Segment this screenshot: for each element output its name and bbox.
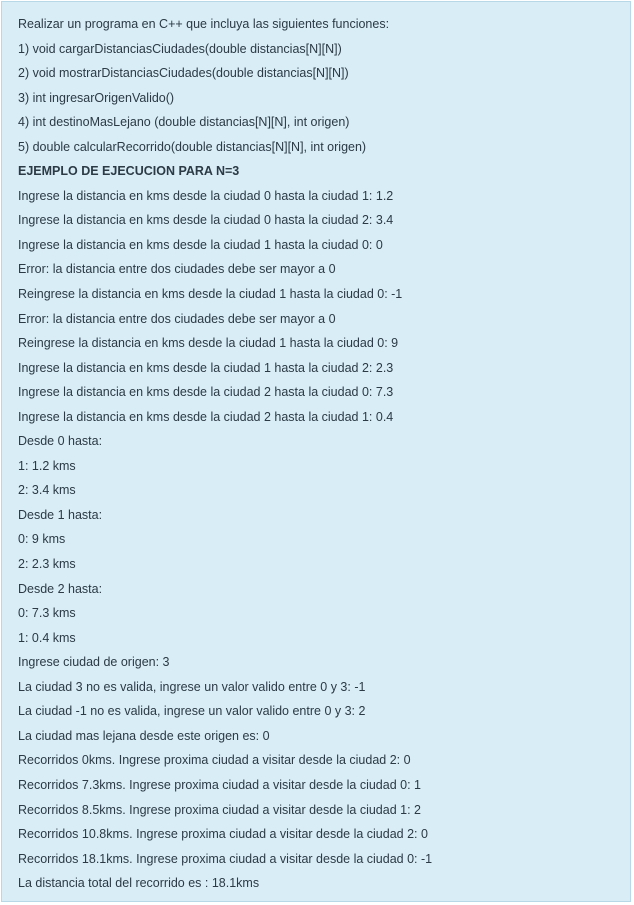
text-line: 1: 0.4 kms bbox=[18, 630, 76, 645]
text-line: Recorridos 7.3kms. Ingrese proxima ciudad a visitar desde la ciudad 0: 1 bbox=[18, 777, 421, 792]
text-line: Error: la distancia entre dos ciudades debe ser mayor a 0 bbox=[18, 311, 336, 326]
text-line: Ingrese la distancia en kms desde la ciudad 1 hasta la ciudad 2: 2.3 bbox=[18, 360, 394, 375]
text-line: 1: 1.2 kms bbox=[18, 458, 76, 473]
text-line: Ingrese la distancia en kms desde la ciudad 2 hasta la ciudad 0: 7.3 bbox=[18, 385, 394, 400]
text-line: Ingrese ciudad de origen: 3 bbox=[18, 655, 170, 670]
text-line: 3) int ingresarOrigenValido() bbox=[18, 90, 175, 105]
example-heading: EJEMPLO DE EJECUCION PARA N=3 bbox=[18, 164, 240, 179]
text-line: 1) void cargarDistanciasCiudades(double distancias[N][N]) bbox=[18, 41, 342, 56]
text-line: La ciudad 3 no es valida, ingrese un valor valido entre 0 y 3: -1 bbox=[18, 679, 366, 694]
text-line: Recorridos 18.1kms. Ingrese proxima ciudad a visitar desde la ciudad 0: -1 bbox=[18, 851, 433, 866]
text-line: La ciudad -1 no es valida, ingrese un valor valido entre 0 y 3: 2 bbox=[18, 704, 366, 719]
text-line: 0: 7.3 kms bbox=[18, 606, 76, 621]
text-line: 4) int destinoMasLejano (double distancias[N][N], int origen) bbox=[18, 115, 350, 130]
text-line: Recorridos 0kms. Ingrese proxima ciudad a visitar desde la ciudad 2: 0 bbox=[18, 753, 411, 768]
info-panel bbox=[1, 1, 631, 902]
text-line: Desde 2 hasta: bbox=[18, 581, 103, 596]
text-line: Ingrese la distancia en kms desde la ciudad 2 hasta la ciudad 1: 0.4 bbox=[18, 409, 394, 424]
text-line: Ingrese la distancia en kms desde la ciudad 0 hasta la ciudad 1: 1.2 bbox=[18, 188, 394, 203]
text-line: Error: la distancia entre dos ciudades debe ser mayor a 0 bbox=[18, 262, 336, 277]
text-line: La distancia total del recorrido es : 18.1kms bbox=[18, 876, 260, 891]
text-line: Ingrese la distancia en kms desde la ciudad 1 hasta la ciudad 0: 0 bbox=[18, 237, 383, 252]
text-line: Recorridos 8.5kms. Ingrese proxima ciudad a visitar desde la ciudad 1: 2 bbox=[18, 802, 421, 817]
text-line: 2) void mostrarDistanciasCiudades(double distancias[N][N]) bbox=[18, 66, 349, 81]
text-line: Ingrese la distancia en kms desde la ciudad 0 hasta la ciudad 2: 3.4 bbox=[18, 213, 394, 228]
text-lines bbox=[18, 14, 432, 898]
text-line: 0: 9 kms bbox=[18, 532, 66, 547]
text-line: La ciudad mas lejana desde este origen es: 0 bbox=[18, 728, 270, 743]
text-line: 2: 2.3 kms bbox=[18, 557, 76, 572]
text-line: 2: 3.4 kms bbox=[18, 483, 76, 498]
text-line: 5) double calcularRecorrido(double distancias[N][N], int origen) bbox=[18, 139, 367, 154]
text-line: Realizar un programa en C++ que incluya las siguientes funciones: bbox=[18, 17, 390, 31]
text-line: Reingrese la distancia en kms desde la ciudad 1 hasta la ciudad 0: 9 bbox=[18, 336, 399, 351]
text-line: Desde 0 hasta: bbox=[18, 434, 103, 449]
text-line: Recorridos 10.8kms. Ingrese proxima ciudad a visitar desde la ciudad 2: 0 bbox=[18, 827, 428, 842]
text-line: Reingrese la distancia en kms desde la ciudad 1 hasta la ciudad 0: -1 bbox=[18, 287, 403, 302]
text-line: Desde 1 hasta: bbox=[18, 507, 103, 522]
